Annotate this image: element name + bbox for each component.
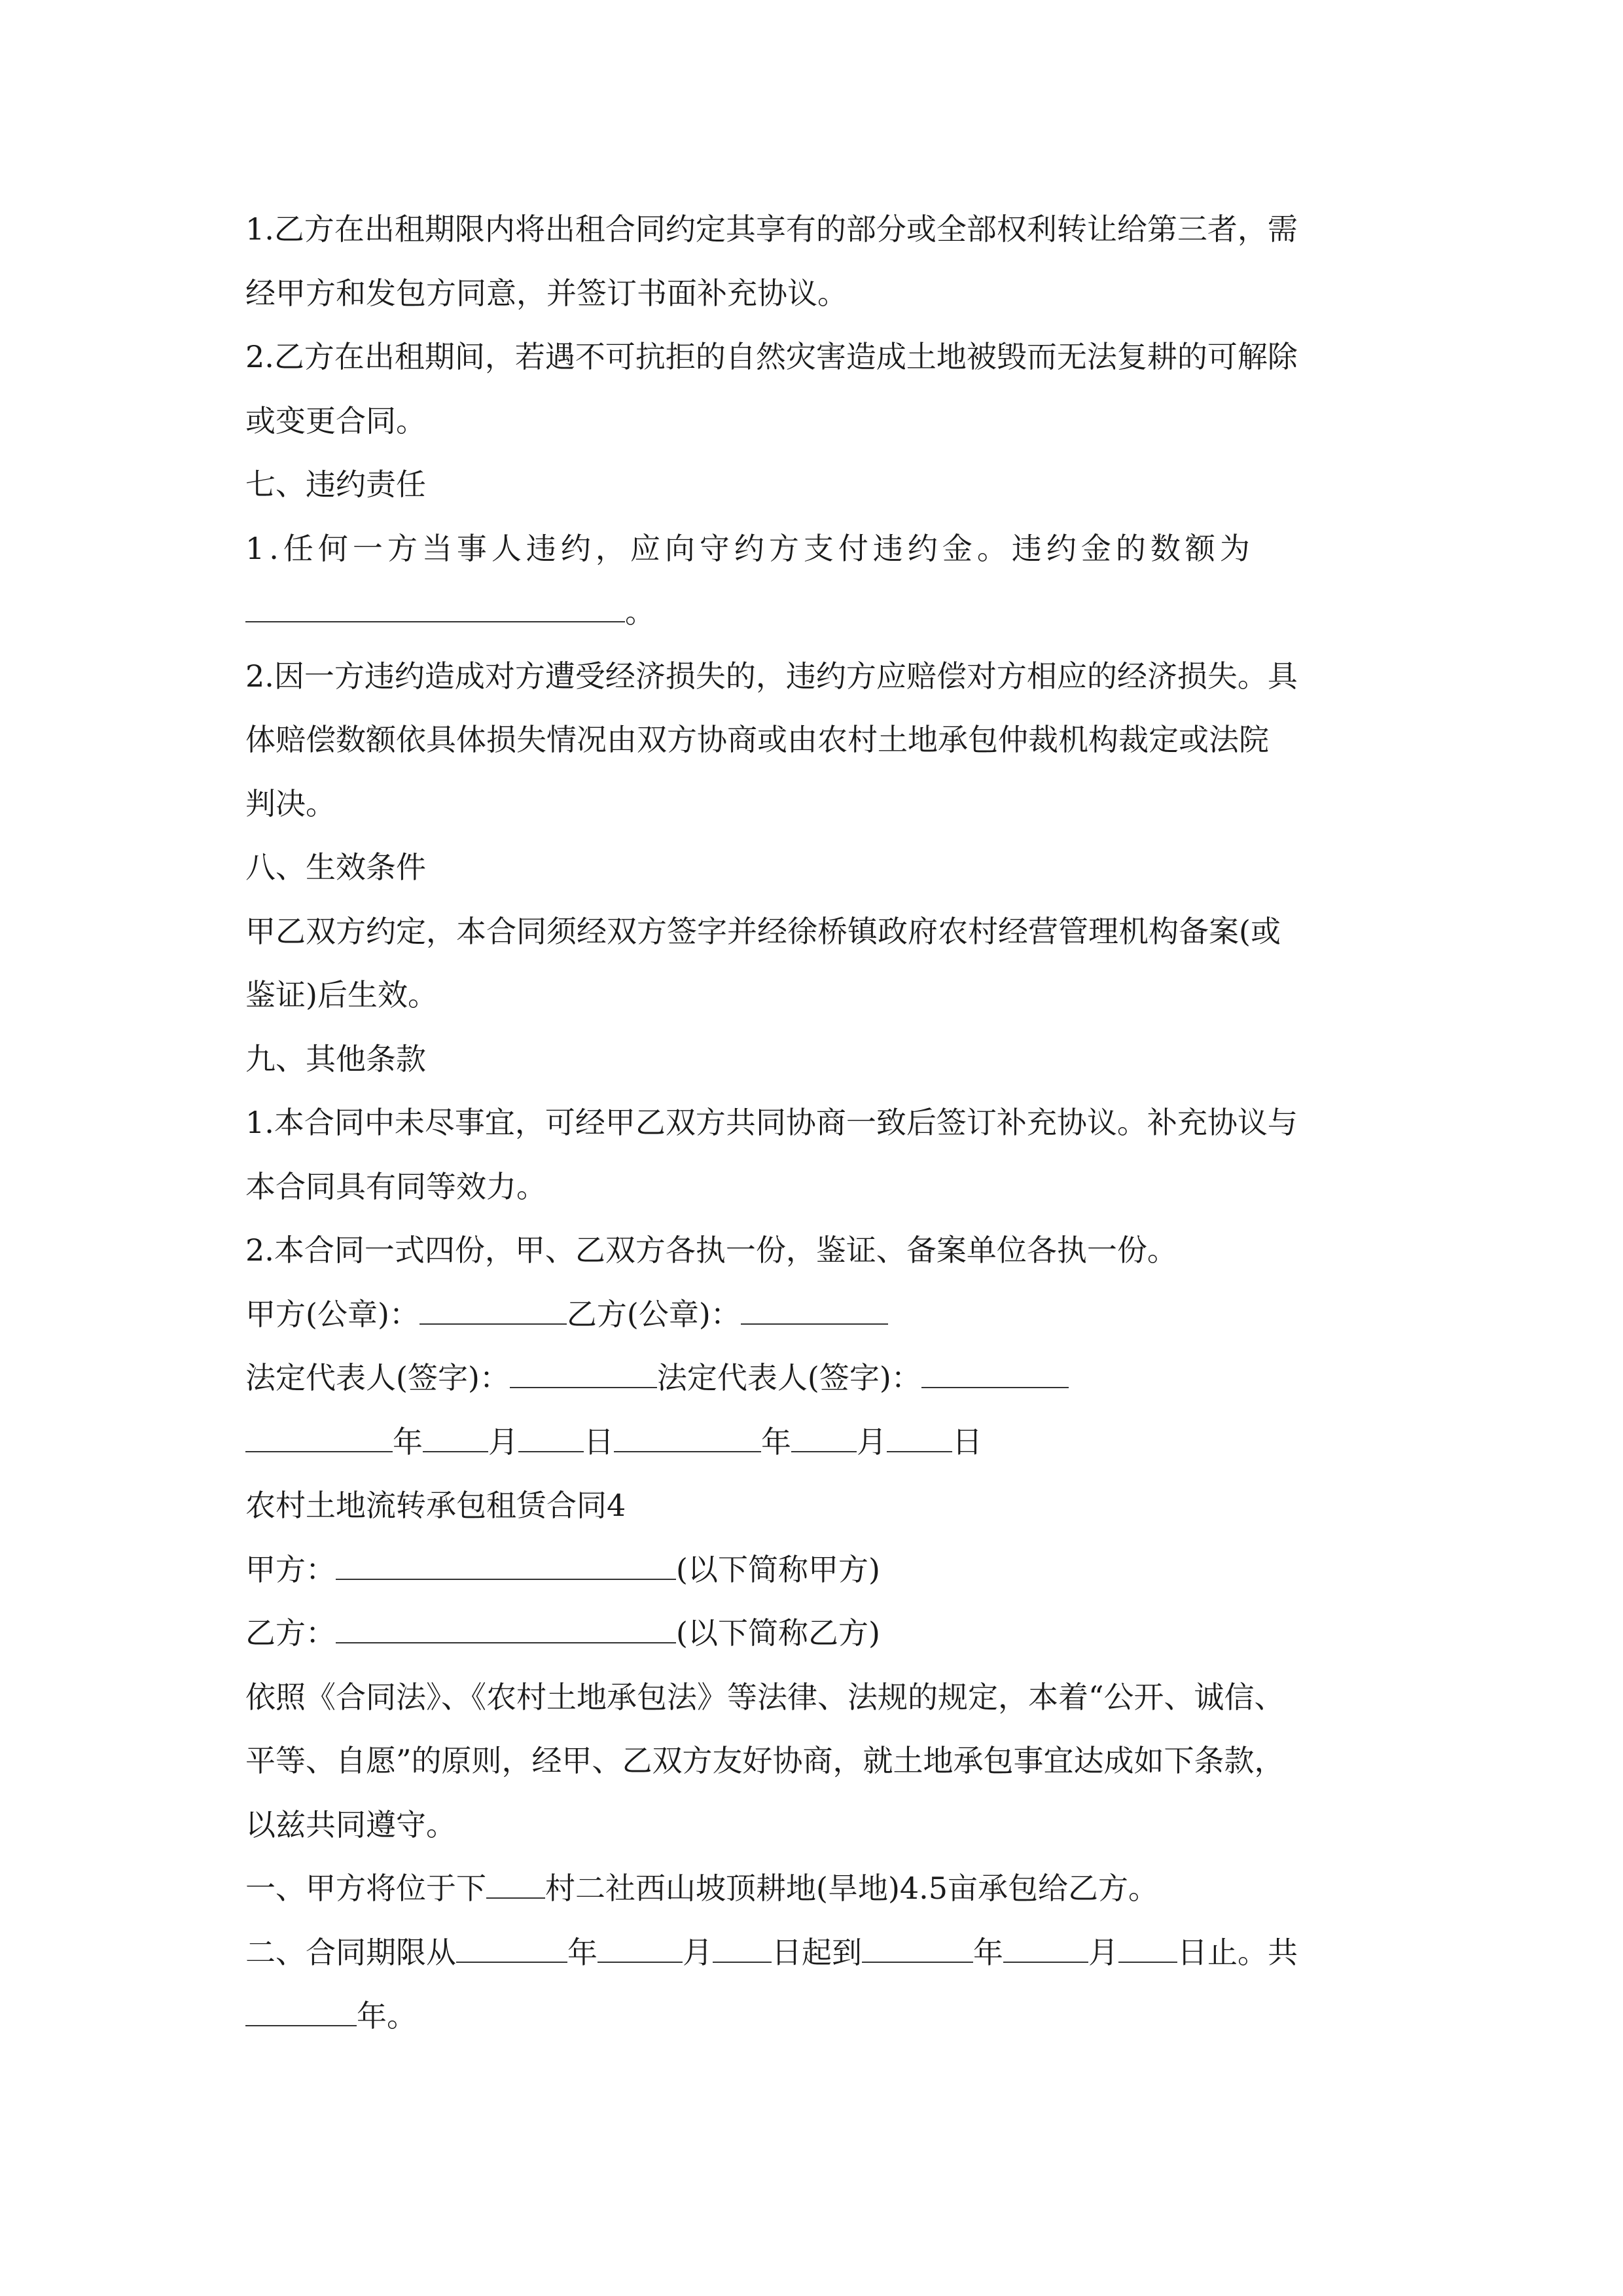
- text-line: 1.乙方在出租期限内将出租合同约定其享有的部分或全部权利转让给第三者，需: [245, 211, 1298, 247]
- rep-a-blank: [510, 1361, 657, 1388]
- start-day-blank: [713, 1935, 772, 1963]
- date-b-year-blank: [614, 1425, 761, 1452]
- party-a-name-blank: [336, 1552, 676, 1580]
- text-line: 。: [245, 581, 1387, 645]
- party-b-line: 乙方： (以下简称乙方): [245, 1615, 880, 1651]
- end-day-blank: [1118, 1935, 1177, 1963]
- text-line: 平等、自愿”的原则，经甲、乙双方友好协商，就土地承包事宜达成如下条款，: [245, 1743, 1285, 1778]
- text-line: 2.本合同一式四份，甲、乙双方各执一份，鉴证、备案单位各执一份。: [245, 1232, 1177, 1268]
- text-line: 依照《合同法》、《农村土地承包法》等法律、法规的规定，本着“公开、诚信、: [245, 1679, 1285, 1715]
- text-line: 1.任何一方当事人违约，应向守约方支付违约金。违约金的数额为: [245, 530, 1255, 566]
- date-b-day-blank: [887, 1425, 952, 1452]
- party-b-name-blank: [336, 1616, 676, 1643]
- section-heading: 八、生效条件: [245, 850, 426, 885]
- text-line: 甲乙双方约定，本合同须经双方签字并经徐桥镇政府农村经营管理机构备案(或: [245, 913, 1281, 949]
- text-line: 体赔偿数额依具体损失情况由双方协商或由农村土地承包仲裁机构裁定或法院: [245, 722, 1269, 757]
- party-a-seal-blank: [419, 1297, 567, 1325]
- clause-line: 一、甲方将位于下 村二社西山坡顶耕地(旱地)4.5亩承包给乙方。: [245, 1871, 1159, 1906]
- document-page: [245, 198, 1387, 2049]
- clause-line: 二、合同期限从 年 月 日起到 年 月 日止。共: [245, 1934, 1298, 1970]
- clause-line: 年。: [245, 1984, 1387, 2049]
- text-line: 经甲方和发包方同意，并签订书面补充协议。: [245, 275, 847, 311]
- rep-b-blank: [921, 1361, 1069, 1388]
- text-line: 2.因一方违约造成对方遭受经济损失的，违约方应赔偿对方相应的经济损失。具: [245, 658, 1298, 694]
- text-line: 以兹共同遵守。: [245, 1806, 456, 1842]
- section-heading: 七、违约责任: [245, 467, 426, 502]
- start-year-blank: [456, 1935, 567, 1963]
- text-line: 本合同具有同等效力。: [245, 1168, 546, 1204]
- date-b-month-blank: [791, 1425, 857, 1452]
- date-a-month-blank: [423, 1425, 488, 1452]
- party-b-seal-blank: [741, 1297, 888, 1325]
- end-year-blank: [862, 1935, 973, 1963]
- start-month-blank: [597, 1935, 683, 1963]
- seal-line: 甲方(公章)： 乙方(公章)：: [245, 1283, 1387, 1347]
- text-line: 判决。: [245, 785, 336, 821]
- representative-line: 法定代表人(签字)： 法定代表人(签字)：: [245, 1346, 1387, 1410]
- date-a-year-blank: [245, 1425, 393, 1452]
- section-heading: 九、其他条款: [245, 1041, 426, 1077]
- text-line: 2.乙方在出租期间，若遇不可抗拒的自然灾害造成土地被毁而无法复耕的可解除: [245, 339, 1298, 374]
- party-a-line: 甲方： (以下简称甲方): [245, 1551, 880, 1587]
- end-month-blank: [1003, 1935, 1088, 1963]
- total-years-blank: [245, 1999, 357, 2026]
- date-a-day-blank: [518, 1425, 584, 1452]
- text-line: 鉴证)后生效。: [245, 977, 438, 1013]
- village-blank: [486, 1871, 545, 1899]
- penalty-amount-blank: [245, 595, 625, 622]
- text-line: 或变更合同。: [245, 403, 426, 439]
- date-line: 年 月 日 年 月 日: [245, 1410, 1387, 1475]
- contract-title: 农村土地流转承包租赁合同4: [245, 1488, 626, 1523]
- text-line: 1.本合同中未尽事宜，可经甲乙双方共同协商一致后签订补充协议。补充协议与: [245, 1105, 1298, 1140]
